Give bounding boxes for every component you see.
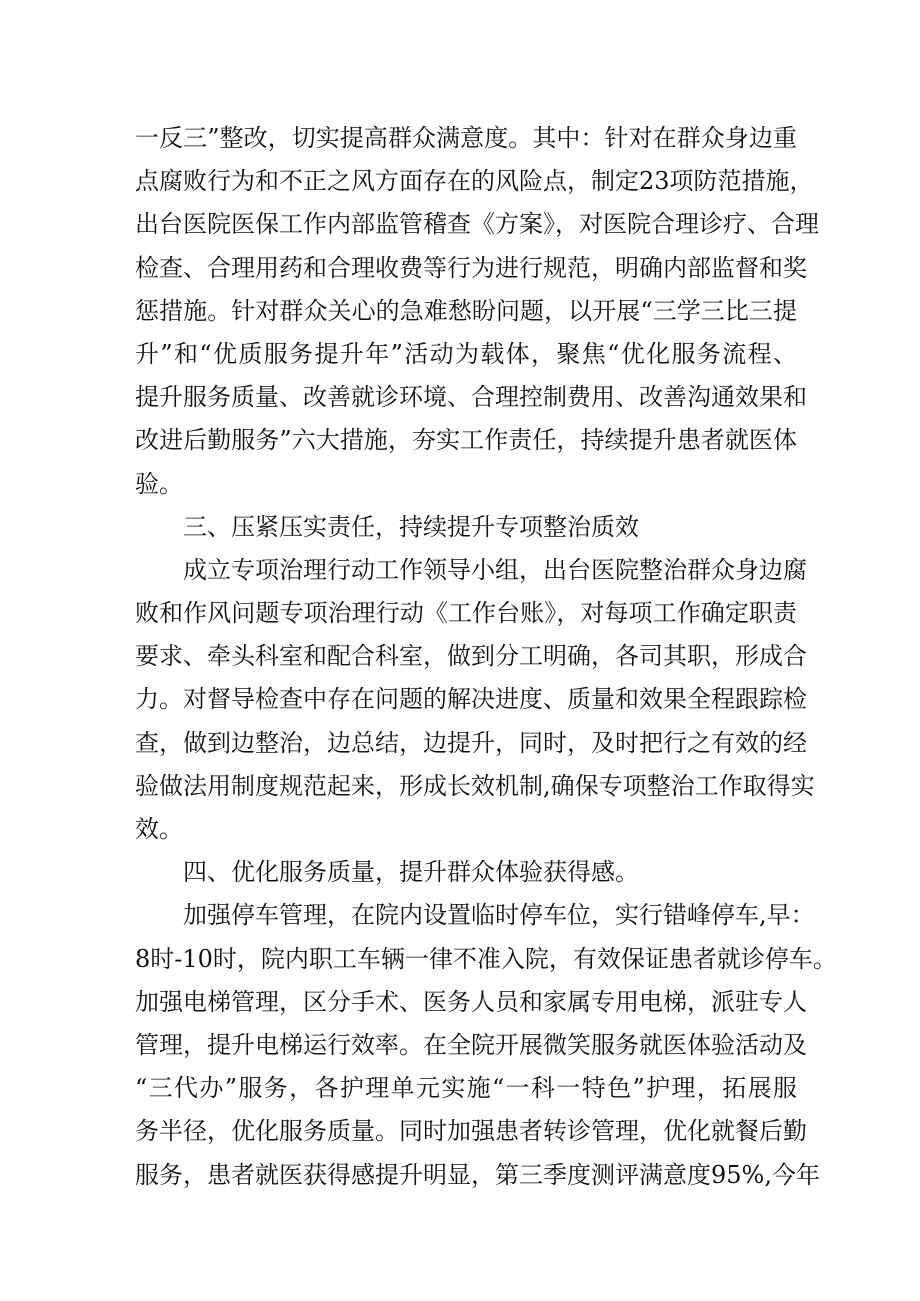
text-line-22: 管理，提升电梯运行效率。在全院开展微笑服务就医体验活动及	[135, 1030, 807, 1059]
section-heading-3: 三、压紧压实责任，持续提升专项整治质效	[183, 512, 639, 541]
text-line-3: 出台医院医保工作内部监管稽查《方案》，对医院合理诊疗、合理	[135, 210, 819, 239]
text-line-11: 成立专项治理行动工作领导小组，出台医院整治群众身边腐	[183, 555, 807, 584]
text-line-25: 服务，患者就医获得感提升明显，第三季度测评满意度95%,今年	[135, 1160, 820, 1189]
text-line-24: 务半径，优化服务质量。同时加强患者转诊管理，优化就餐后勤	[135, 1117, 807, 1146]
text-line-13: 要求、牵头科室和配合科室，做到分工明确，各司其职，形成合	[135, 642, 807, 671]
text-line-7: 提升服务质量、改善就诊环境、合理控制费用、改善沟通效果和	[135, 383, 807, 412]
text-line-15: 查，做到边整治，边总结，边提升，同时，及时把行之有效的经	[135, 728, 807, 757]
text-line-14: 力。对督导检查中存在问题的解决进度、质量和效果全程跟踪检	[135, 685, 807, 714]
text-line-21: 加强电梯管理，区分手术、医务人员和家属专用电梯，派驻专人	[135, 987, 807, 1016]
text-line-23: “三代办”服务，各护理单元实施“一科一特色”护理，拓展服	[135, 1074, 797, 1103]
text-line-9: 验。	[135, 469, 183, 498]
text-line-20: 8时-10时，院内职工车辆一律不准入院，有效保证患者就诊停车。	[135, 944, 837, 973]
text-line-19: 加强停车管理，在院内设置临时停车位，实行错峰停车,早：	[183, 901, 815, 930]
text-line-16: 验做法用制度规范起来，形成长效机制,确保专项整治工作取得实	[135, 771, 815, 800]
document-body	[135, 117, 837, 1197]
text-line-17: 效。	[135, 815, 183, 843]
text-line-1: 一反三”整改，切实提高群众满意度。其中：针对在群众身边重	[135, 124, 797, 152]
text-line-2: 点腐败行为和不正之风方面存在的风险点，制定23项防范措施，	[135, 167, 814, 196]
text-line-6: 升”和“优质服务提升年”活动为载体，聚焦“优化服务流程、	[135, 339, 797, 368]
text-line-8: 改进后勤服务”六大措施，夯实工作责任，持续提升患者就医体	[135, 426, 797, 455]
text-line-5: 惩措施。针对群众关心的急难愁盼问题，以开展“三学三比三提	[135, 296, 797, 325]
text-line-12: 败和作风问题专项治理行动《工作台账》，对每项工作确定职责	[135, 599, 797, 628]
section-heading-4: 四、优化服务质量，提升群众体验获得感。	[183, 858, 639, 887]
text-line-4: 检查、合理用药和合理收费等行为进行规范，明确内部监督和奖	[135, 253, 807, 282]
